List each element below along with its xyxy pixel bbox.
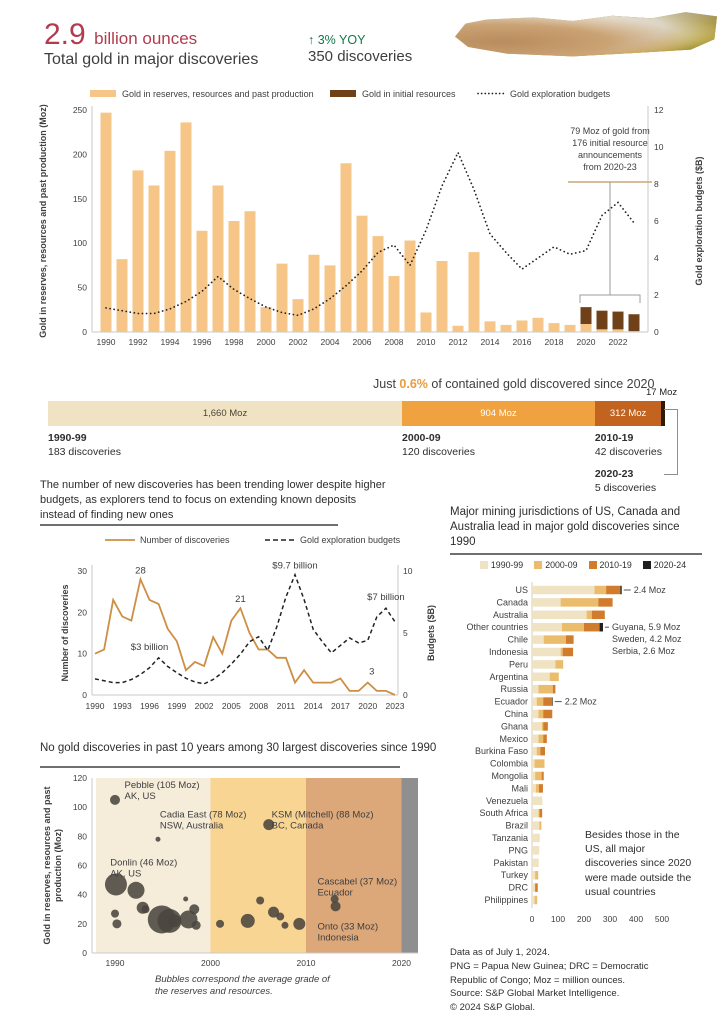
svg-text:3: 3 bbox=[369, 666, 375, 678]
svg-text:Gold exploration budgets: Gold exploration budgets bbox=[300, 535, 401, 545]
jur-annotation: 2.4 Moz bbox=[633, 585, 666, 595]
svg-text:1990: 1990 bbox=[96, 337, 116, 347]
jur-bar-seg bbox=[543, 722, 548, 731]
jur-bar-seg bbox=[532, 722, 542, 731]
svg-text:100: 100 bbox=[72, 802, 87, 813]
svg-text:79 Moz of gold from: 79 Moz of gold from bbox=[570, 126, 650, 136]
svg-text:20: 20 bbox=[77, 918, 87, 929]
jur-bar-seg bbox=[532, 834, 540, 843]
bubble-label: Indonesia bbox=[317, 932, 359, 944]
svg-text:0: 0 bbox=[403, 690, 408, 700]
jur-bar-seg bbox=[620, 586, 621, 595]
footer-line: Republic of Congo; Moz = million ounces. bbox=[450, 974, 626, 986]
jur-row-label-Ecuador: Ecuador bbox=[494, 696, 528, 707]
decade-period-1990-99: 1990-99 183 discoveries bbox=[48, 432, 121, 458]
svg-text:2002: 2002 bbox=[288, 337, 308, 347]
footer-line: PNG = Papua New Guinea; DRC = Democratic bbox=[450, 960, 649, 972]
jur-annotation: Serbia, 2.6 Moz bbox=[611, 646, 676, 657]
svg-text:10: 10 bbox=[654, 142, 664, 152]
jur-row-label-Mexico: Mexico bbox=[499, 733, 528, 744]
jur-bar-seg bbox=[552, 697, 553, 706]
headline-unit: billion ounces bbox=[94, 29, 198, 48]
svg-text:28: 28 bbox=[135, 565, 146, 577]
jur-bar-seg bbox=[598, 598, 612, 607]
jur-bar-seg bbox=[535, 759, 545, 768]
jur-row-label-South Africa: South Africa bbox=[479, 808, 528, 819]
svg-text:2017: 2017 bbox=[330, 701, 350, 711]
jur-bar-seg bbox=[532, 797, 542, 806]
svg-text:announcements: announcements bbox=[577, 150, 643, 160]
bubble-caption: the reserves and resources. bbox=[155, 986, 273, 997]
svg-text:2012: 2012 bbox=[448, 337, 468, 347]
jur-bar-seg bbox=[532, 772, 535, 781]
jur-bar-seg bbox=[539, 735, 544, 744]
disc-ylabel-right: Budgets ($B) bbox=[426, 605, 436, 661]
svg-text:2000: 2000 bbox=[256, 337, 276, 347]
decade-segment-1990-99: 1,660 Moz bbox=[48, 401, 402, 426]
jur-row-label-Other countries: Other countries bbox=[466, 622, 528, 633]
bubble-label: Cascabel (37 Moz) bbox=[317, 876, 398, 888]
svg-text:2016: 2016 bbox=[512, 337, 532, 347]
jur-row-label-Peru: Peru bbox=[508, 659, 528, 670]
jur-bar-seg bbox=[532, 747, 537, 756]
svg-text:from 2020-23: from 2020-23 bbox=[583, 162, 637, 172]
svg-text:176 initial resource: 176 initial resource bbox=[572, 138, 648, 148]
jur-bar-seg bbox=[594, 586, 606, 595]
svg-text:2023: 2023 bbox=[385, 701, 405, 711]
jur-bar-seg bbox=[540, 809, 543, 818]
jur-bar-seg bbox=[562, 623, 584, 632]
svg-text:$7 billion: $7 billion bbox=[367, 592, 405, 604]
svg-text:400: 400 bbox=[628, 914, 644, 924]
svg-text:2020: 2020 bbox=[358, 701, 378, 711]
jur-bar-seg bbox=[584, 623, 600, 632]
disc-annotations bbox=[131, 561, 405, 678]
disc-axes bbox=[60, 565, 436, 711]
decade-segment-2010-19: 312 Moz bbox=[595, 401, 662, 426]
jur-bar-seg bbox=[540, 747, 545, 756]
decade-callout-17moz: 17 Moz bbox=[646, 387, 678, 398]
jur-bar-seg bbox=[553, 685, 556, 694]
jur-bar-seg bbox=[532, 821, 539, 830]
svg-text:8: 8 bbox=[654, 179, 659, 189]
svg-text:1990: 1990 bbox=[105, 958, 125, 968]
jur-legend-2010-19: 2010-19 bbox=[589, 560, 632, 570]
gold-ore-photo bbox=[455, 8, 717, 60]
main-annotation-79moz bbox=[568, 126, 652, 303]
bubble-ylabel: Gold in reserves, resources and past bbox=[42, 786, 52, 945]
bubble-label: Pebble (105 Moz) bbox=[124, 780, 200, 792]
svg-text:Number of discoveries: Number of discoveries bbox=[140, 535, 230, 545]
jur-row-label-Burkina Faso: Burkina Faso bbox=[474, 746, 528, 757]
jur-bar-seg bbox=[532, 784, 536, 793]
disc-legend bbox=[105, 535, 401, 545]
svg-text:300: 300 bbox=[602, 914, 618, 924]
discoveries-intro: The number of new discoveries has been trending lower despite higher budgets, as explorers tend to focus on extending known deposits instead of finding new ones bbox=[40, 479, 386, 521]
svg-text:1998: 1998 bbox=[224, 337, 244, 347]
jur-bar-seg bbox=[606, 586, 620, 595]
disc-ylabel-left: Number of discoveries bbox=[60, 584, 70, 682]
svg-text:1993: 1993 bbox=[112, 701, 132, 711]
footer-line: Data as of July 1, 2024. bbox=[450, 947, 550, 958]
jur-bar-seg bbox=[539, 821, 541, 830]
jur-bar-seg bbox=[543, 735, 547, 744]
jurisdictions-note: Besides those in the US, all major discoveries since 2020 were made outside the usual countries bbox=[585, 829, 692, 898]
jur-bar-seg bbox=[532, 710, 539, 719]
decade-segment-2000-09: 904 Moz bbox=[402, 401, 595, 426]
bubble-label: Donlin (46 Moz) bbox=[110, 857, 178, 869]
svg-text:2014: 2014 bbox=[303, 701, 323, 711]
svg-text:5: 5 bbox=[403, 628, 408, 638]
jurisdictions-legend bbox=[452, 560, 714, 570]
svg-text:1996: 1996 bbox=[192, 337, 212, 347]
main-ylabel-left: Gold in reserves, resources and past production (Moz) bbox=[38, 104, 48, 338]
jur-row-label-Brazil: Brazil bbox=[505, 820, 528, 831]
jur-row-label-Ghana: Ghana bbox=[500, 721, 528, 732]
jur-row-label-Argentina: Argentina bbox=[489, 671, 528, 682]
bubble-label: AK, US bbox=[110, 868, 142, 880]
jur-bar-seg bbox=[537, 697, 544, 706]
jur-row-label-Mali: Mali bbox=[511, 783, 528, 794]
jur-bar-seg bbox=[532, 673, 550, 682]
svg-text:30: 30 bbox=[77, 566, 87, 576]
jur-row-label-Mongolia: Mongolia bbox=[491, 771, 528, 781]
bubble-label: Ecuador bbox=[317, 887, 353, 899]
decade-bracket bbox=[664, 409, 678, 475]
jur-bar-seg bbox=[535, 883, 538, 892]
svg-text:2018: 2018 bbox=[544, 337, 564, 347]
jur-row-label-Chile: Chile bbox=[507, 634, 528, 645]
svg-text:2020: 2020 bbox=[392, 958, 411, 968]
svg-text:200: 200 bbox=[576, 914, 592, 924]
jur-annotation: Sweden, 4.2 Moz bbox=[611, 634, 682, 645]
headline-value: 2.9 bbox=[44, 18, 86, 51]
jur-bar-seg bbox=[561, 648, 563, 657]
svg-text:2010: 2010 bbox=[416, 337, 436, 347]
jur-bar-seg bbox=[542, 722, 543, 731]
jur-bar-seg bbox=[537, 747, 541, 756]
jur-bar-seg bbox=[544, 635, 566, 644]
jur-bar-seg bbox=[532, 598, 561, 607]
jur-bar-seg bbox=[532, 623, 562, 632]
svg-text:2020: 2020 bbox=[576, 337, 596, 347]
svg-text:2011: 2011 bbox=[276, 701, 296, 711]
jur-bar-seg bbox=[592, 611, 605, 620]
bubble-label: KSM (Mitchell) (88 Moz) bbox=[271, 809, 374, 821]
svg-text:80: 80 bbox=[77, 831, 87, 842]
jur-row-label-Colombia: Colombia bbox=[489, 758, 528, 769]
decade-period-2020-23: 2020-23 5 discoveries bbox=[594, 468, 657, 494]
bubble-band bbox=[402, 778, 419, 953]
main-chart bbox=[30, 82, 722, 360]
headline-subtitle: Total gold in major discoveries bbox=[44, 51, 259, 68]
svg-text:0: 0 bbox=[82, 690, 87, 700]
svg-text:1996: 1996 bbox=[140, 701, 160, 711]
footer-line: © 2024 S&P Global. bbox=[450, 1002, 535, 1014]
svg-text:100: 100 bbox=[72, 238, 87, 249]
svg-text:2022: 2022 bbox=[608, 337, 628, 347]
svg-text:$3 billion: $3 billion bbox=[130, 641, 169, 653]
jur-bar-seg bbox=[535, 772, 542, 781]
bubble-label: Onto (33 Moz) bbox=[317, 921, 379, 933]
discoveries-count: 350 discoveries bbox=[308, 48, 413, 65]
jur-row-label-Tanzania: Tanzania bbox=[491, 833, 528, 843]
jur-row-label-Canada: Canada bbox=[496, 597, 528, 608]
svg-text:2008: 2008 bbox=[384, 337, 404, 347]
svg-text:2014: 2014 bbox=[480, 337, 500, 347]
svg-text:4: 4 bbox=[654, 253, 659, 263]
svg-text:12: 12 bbox=[654, 105, 664, 115]
jur-bar-seg bbox=[539, 784, 543, 793]
jur-row-label-Australia: Australia bbox=[492, 609, 528, 620]
bubble-band bbox=[211, 778, 307, 953]
jur-bar-seg bbox=[532, 859, 539, 868]
jur-legend-1990-99: 1990-99 bbox=[480, 560, 523, 570]
decade-title: Just 0.6% of contained gold discovered since 2020 bbox=[373, 377, 655, 391]
jur-row-label-PNG: PNG bbox=[508, 845, 528, 856]
bubble-chart bbox=[30, 768, 450, 1010]
jur-bar-seg bbox=[555, 660, 563, 669]
svg-text:0: 0 bbox=[82, 327, 87, 337]
main-bars bbox=[101, 113, 640, 332]
jur-annotation: Guyana, 5.9 Moz bbox=[611, 622, 681, 633]
jur-bar-seg bbox=[532, 735, 539, 744]
jur-bar-seg bbox=[539, 710, 544, 719]
svg-text:20: 20 bbox=[77, 607, 87, 618]
svg-text:250: 250 bbox=[72, 105, 87, 115]
bubble-label: Cadia East (78 Moz) bbox=[159, 809, 247, 821]
jur-row-label-Russia: Russia bbox=[500, 684, 528, 695]
jur-bar-seg bbox=[587, 611, 592, 620]
svg-text:0: 0 bbox=[529, 914, 535, 924]
discoveries-line-chart bbox=[30, 528, 450, 724]
jur-row-label-US: US bbox=[515, 585, 528, 595]
disc-line-budgets bbox=[95, 575, 395, 684]
jur-row-label-DRC: DRC bbox=[508, 882, 528, 893]
jur-bar-seg bbox=[543, 697, 552, 706]
jur-bar-seg bbox=[532, 635, 544, 644]
svg-text:120: 120 bbox=[72, 773, 87, 783]
svg-text:2: 2 bbox=[654, 290, 659, 300]
decade-period-2000-09: 2000-09 120 discoveries bbox=[402, 432, 475, 458]
yoy-badge: ↑ 3% YOY bbox=[308, 33, 366, 47]
bubble-ylabel: production (Moz) bbox=[53, 829, 63, 902]
jur-bar-seg bbox=[532, 685, 539, 694]
svg-text:1999: 1999 bbox=[167, 701, 187, 711]
jur-bar-seg bbox=[532, 611, 587, 620]
jurisdictions-rule bbox=[450, 553, 702, 555]
svg-text:2004: 2004 bbox=[320, 337, 340, 347]
svg-text:2005: 2005 bbox=[221, 701, 241, 711]
main-ylabel-right: Gold exploration budgets ($B) bbox=[694, 156, 704, 286]
svg-text:40: 40 bbox=[77, 889, 87, 900]
jur-bar-seg bbox=[532, 697, 537, 706]
svg-text:60: 60 bbox=[77, 860, 87, 871]
jur-bar-seg bbox=[532, 871, 535, 880]
svg-text:Gold exploration budgets: Gold exploration budgets bbox=[510, 89, 611, 99]
jur-bar-seg bbox=[566, 635, 574, 644]
bubble-chart-title: No gold discoveries in past 10 years among 30 largest discoveries since 1990 bbox=[40, 742, 437, 754]
svg-text:0: 0 bbox=[654, 327, 659, 337]
svg-text:2000: 2000 bbox=[201, 958, 220, 968]
svg-text:Gold in reserves, resources an: Gold in reserves, resources and past production bbox=[122, 89, 314, 99]
jur-legend-2020-24: 2020-24 bbox=[643, 560, 686, 570]
svg-text:200: 200 bbox=[72, 149, 87, 160]
jurisdictions-title: Major mining jurisdictions of US, Canada and Australia lead in major gold discoveries since 1990 bbox=[450, 506, 681, 548]
svg-text:2002: 2002 bbox=[194, 701, 214, 711]
svg-text:10: 10 bbox=[403, 566, 413, 576]
jur-bar-seg bbox=[532, 896, 535, 905]
svg-text:1992: 1992 bbox=[128, 337, 148, 347]
jur-bar-seg bbox=[539, 685, 553, 694]
svg-text:2006: 2006 bbox=[352, 337, 372, 347]
jur-row-label-Indonesia: Indonesia bbox=[488, 647, 528, 657]
jur-bar-seg bbox=[536, 784, 539, 793]
jur-bar-seg bbox=[600, 623, 603, 632]
intro-rule bbox=[40, 524, 338, 526]
jur-row-label-Philippines: Philippines bbox=[484, 895, 528, 905]
jur-annotation: 2.2 Moz bbox=[564, 696, 597, 707]
footer-line: Source: S&P Global Market Intelligence. bbox=[450, 988, 620, 1000]
jur-bar-seg bbox=[532, 759, 535, 768]
jur-bar-seg bbox=[532, 586, 594, 595]
jur-bar-seg bbox=[532, 648, 561, 657]
decade-title-accent: 0.6% bbox=[399, 377, 428, 391]
svg-text:1994: 1994 bbox=[160, 337, 180, 347]
bubble-label: AK, US bbox=[124, 791, 156, 803]
svg-text:$9.7 billion: $9.7 billion bbox=[272, 560, 318, 572]
footer-notes bbox=[450, 946, 710, 1015]
jur-row-label-Venezuela: Venezuela bbox=[485, 795, 528, 806]
svg-text:2010: 2010 bbox=[296, 958, 316, 968]
jur-legend-2000-09: 2000-09 bbox=[534, 560, 577, 570]
jur-bar-seg bbox=[535, 871, 538, 880]
jur-row-label-China: China bbox=[504, 709, 528, 719]
jur-bar-seg bbox=[532, 846, 539, 855]
svg-text:50: 50 bbox=[77, 282, 87, 293]
jur-bar-seg bbox=[543, 710, 552, 719]
jur-bar-seg bbox=[542, 772, 544, 781]
jur-bar-seg bbox=[561, 598, 599, 607]
svg-text:6: 6 bbox=[654, 216, 659, 226]
bubble-caption: Bubbles correspond the average grade of bbox=[155, 974, 330, 985]
jur-bar-seg bbox=[532, 660, 555, 669]
svg-text:1990: 1990 bbox=[85, 701, 105, 711]
jur-bar-seg bbox=[532, 883, 535, 892]
jur-row-label-Pakistan: Pakistan bbox=[493, 857, 528, 868]
svg-text:Gold in initial resources: Gold in initial resources bbox=[362, 89, 456, 99]
jur-bar-seg bbox=[550, 673, 559, 682]
svg-text:2008: 2008 bbox=[249, 701, 269, 711]
bubble-label: NSW, Australia bbox=[159, 820, 224, 832]
jur-bar-seg bbox=[535, 896, 538, 905]
bubble-label: BC, Canada bbox=[271, 820, 324, 832]
svg-text:10: 10 bbox=[77, 648, 87, 659]
decade-period-2010-19: 2010-19 42 discoveries bbox=[594, 432, 662, 458]
svg-text:21: 21 bbox=[235, 594, 246, 606]
svg-text:500: 500 bbox=[654, 914, 670, 924]
jur-row-label-Turkey: Turkey bbox=[500, 870, 528, 881]
jur-bar-seg bbox=[539, 809, 540, 818]
jur-bar-seg bbox=[532, 809, 539, 818]
svg-text:0: 0 bbox=[82, 948, 87, 958]
svg-text:150: 150 bbox=[72, 193, 87, 204]
decade-stacked-bar bbox=[48, 401, 665, 426]
jur-bar-seg bbox=[563, 648, 573, 657]
svg-text:100: 100 bbox=[550, 914, 566, 924]
headline bbox=[44, 18, 197, 52]
main-legend bbox=[90, 89, 611, 99]
